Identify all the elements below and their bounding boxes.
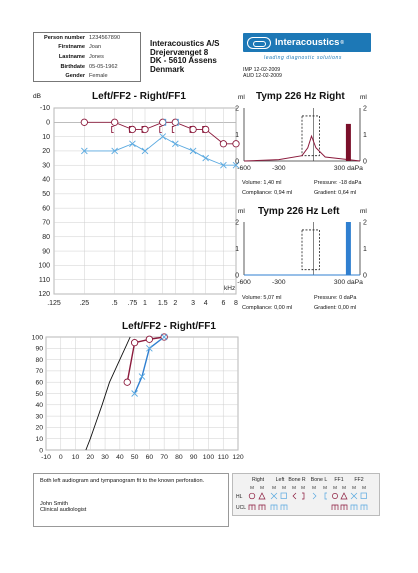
brand-logo: [243, 33, 371, 52]
symbol-legend: [232, 473, 380, 516]
logo-mark-icon: [247, 37, 271, 49]
legend-ucl-icon: [271, 505, 277, 510]
tymp-left-unit-right: ml: [360, 208, 367, 215]
audiogram-x-tick: .5: [111, 300, 118, 307]
registered-mark: ®: [340, 39, 345, 46]
tymp-right-x-tick: -300: [271, 165, 286, 172]
patient-row: [34, 62, 140, 72]
audiogram-x-tick: 6: [221, 300, 226, 307]
tymp-left-unit-left: ml: [238, 208, 245, 215]
legend-sub-header: M: [333, 485, 337, 490]
logo-text: Interacoustics: [275, 37, 340, 48]
legend-ff1-circle-icon: [332, 493, 337, 498]
audiogram-y-tick: 30: [42, 162, 50, 170]
patient-info-box: [33, 32, 141, 82]
patient-field-label: Person number: [43, 34, 85, 41]
legend-ff2-square-icon: [361, 493, 367, 499]
audiogram-right-marker: [142, 126, 148, 132]
audiogram-y-tick: 90: [42, 248, 50, 256]
legend-sub-header: M: [312, 485, 316, 490]
audiogram-x-tick: 1.5: [157, 300, 168, 307]
legend-sub-header: M: [260, 485, 264, 490]
tymp-right-x-tick: -600: [237, 165, 251, 172]
speech-x-tick: 40: [116, 454, 124, 461]
audiogram-y-unit: dB: [33, 93, 41, 100]
speech-right-marker: [131, 339, 137, 345]
audiogram-right-marker: [202, 126, 208, 132]
patient-field-value: 1234567890: [89, 34, 121, 41]
legend-row-hl: HL: [236, 494, 243, 500]
tymp-right-pressure: Pressure: -18 daPa: [314, 180, 362, 186]
audiogram-right-marker: [190, 126, 196, 132]
audiogram-right-marker: [111, 119, 117, 125]
speech-y-tick: 40: [35, 402, 43, 410]
patient-field-value: 05-05-1962: [89, 63, 118, 70]
audiogram-right-marker: [172, 119, 178, 125]
imp-date: IMP 12-02-2009: [243, 67, 281, 73]
legend-bone-masked-icon: [302, 493, 304, 499]
speech-y-tick: 50: [35, 390, 43, 398]
tymp-left-volume-bar: [346, 222, 351, 275]
aud-date: AUD 12-02-2009: [243, 73, 282, 80]
tymp-left-y-tick-right: 1: [363, 246, 367, 253]
speech-y-tick: 100: [31, 334, 43, 342]
tymp-right-chart: [232, 104, 372, 176]
legend-sub-header: M: [362, 485, 366, 490]
tymp-right-gradient: Gradient: 0,64 ml: [314, 190, 357, 196]
audiogram-x-label: kHz: [224, 285, 236, 292]
tymp-right-title: Tymp 226 Hz Right: [256, 91, 345, 102]
audiogram-x-tick: .125: [47, 300, 61, 307]
speech-y-tick: 0: [39, 447, 43, 455]
tymp-right-unit-left: ml: [238, 94, 245, 101]
speech-x-tick: 50: [130, 454, 139, 461]
legend-bone-masked-left-icon: [325, 493, 327, 499]
clinic-city: DK - 5610 Assens: [150, 56, 217, 66]
audiogram-y-tick: 120: [38, 291, 50, 299]
speech-y-tick: 90: [35, 345, 43, 353]
speech-y-tick: 30: [35, 413, 43, 421]
legend-ucl-icon: [281, 505, 287, 510]
patient-row: [34, 52, 140, 62]
audiogram-x-tick: .75: [127, 300, 138, 307]
legend-ucl-icon: [361, 505, 367, 510]
legend-header: FF1: [334, 477, 344, 483]
legend-header: Bone R: [288, 477, 306, 483]
legend-sub-header: M: [352, 485, 356, 490]
audiogram-right-marker: [129, 126, 135, 132]
comment-text: Both left audiogram and tympanogram fit to the known perforation.: [40, 478, 205, 484]
audiogram-x-tick: 1: [143, 300, 147, 307]
patient-field-label: Gender: [65, 73, 85, 80]
audiogram-y-tick: 10: [42, 133, 50, 141]
tymp-right-y-tick-right: 0: [363, 158, 367, 166]
patient-field-value: Jones: [89, 53, 104, 60]
audiogram-y-tick: 40: [42, 176, 50, 184]
legend-ucl-icon: [259, 505, 265, 510]
legend-bone-left-icon: [293, 493, 296, 499]
patient-row: [34, 71, 140, 81]
tymp-right-y-tick-right: 1: [363, 132, 367, 139]
comment-author: John Smith: [40, 501, 68, 507]
tymp-right-compliance: Compliance: 0,94 ml: [242, 190, 293, 196]
speech-x-tick: 90: [189, 454, 198, 461]
tymp-right-x-tick: 300 daPa: [333, 165, 363, 172]
speech-x-tick: 10: [71, 454, 80, 461]
comment-role: Clinical audiologist: [40, 507, 87, 513]
audiogram-y-tick: 0: [46, 119, 50, 127]
tymp-left-x-tick: 300 daPa: [333, 279, 363, 286]
audiogram-chart: [30, 100, 240, 318]
audiogram-y-tick: -10: [39, 105, 50, 113]
patient-row: [34, 43, 140, 53]
brand-tagline: leading diagnostic solutions: [264, 55, 342, 61]
tymp-right-y-tick: 0: [235, 158, 239, 166]
speech-y-tick: 80: [35, 356, 43, 364]
audiogram-x-tick: .25: [79, 300, 90, 307]
legend-header: Left: [275, 477, 285, 483]
audiogram-right-marker: [160, 119, 166, 125]
tymp-left-y-tick-right: 0: [363, 272, 367, 280]
legend-circle-icon: [249, 493, 255, 499]
clinic-name: Interacoustics A/S: [150, 39, 220, 48]
tymp-left-chart: [232, 218, 372, 292]
patient-row: [34, 33, 140, 43]
legend-header: Right: [251, 477, 265, 483]
tymp-right-volume-bar: [346, 124, 351, 161]
legend-sub-header: M: [342, 485, 346, 490]
tymp-left-x-tick: -600: [237, 279, 251, 286]
speech-chart: [28, 332, 246, 462]
legend-ucl-icon: [332, 505, 338, 510]
clinic-country: Denmark: [150, 64, 185, 74]
audiogram-y-tick: 50: [42, 191, 50, 199]
speech-y-tick: 20: [35, 424, 43, 432]
tymp-right-y-tick-right: 2: [363, 105, 367, 113]
legend-triangle-icon: [259, 493, 265, 499]
speech-right-marker: [124, 379, 130, 385]
legend-sub-header: M: [282, 485, 286, 490]
legend-header: Bone L: [310, 477, 328, 483]
tymp-right-unit-right: ml: [360, 94, 367, 101]
tymp-left-gradient: Gradient: 0,00 ml: [314, 305, 357, 311]
legend-ucl-icon: [351, 505, 357, 510]
tymp-left-y-tick: 0: [235, 272, 239, 280]
audiogram-right-marker: [220, 141, 226, 147]
speech-y-tick: 60: [35, 379, 43, 387]
legend-sub-header: M: [301, 485, 305, 490]
speech-x-tick: -10: [41, 454, 51, 461]
speech-x-tick: 120: [232, 454, 244, 461]
audiogram-y-tick: 60: [42, 205, 50, 213]
speech-x-tick: 70: [160, 454, 168, 461]
speech-y-tick: 10: [35, 436, 43, 443]
speech-x-tick: 110: [217, 454, 229, 461]
report-dates: [243, 67, 282, 80]
audiogram-x-tick: 2: [173, 300, 178, 307]
patient-field-label: Firstname: [58, 44, 85, 51]
legend-sub-header: M: [250, 485, 254, 490]
speech-right-marker: [146, 336, 152, 342]
comment-box: [33, 473, 229, 527]
speech-x-tick: 0: [58, 454, 63, 461]
tymp-right-y-tick: 1: [235, 132, 239, 139]
tymp-left-pressure: Pressure: 0 daPa: [314, 295, 357, 301]
patient-field-label: Birthdate: [60, 63, 85, 70]
tymp-left-title: Tymp 226 Hz Left: [258, 206, 340, 217]
audiogram-x-tick: 4: [203, 300, 208, 307]
tymp-left-volume: Volume: 5,07 ml: [242, 295, 282, 301]
audiogram-right-marker: [81, 119, 87, 125]
tymp-right-volume: Volume: 1,40 ml: [242, 180, 282, 186]
audiogram-x-tick: 3: [191, 300, 196, 307]
audiogram-y-tick: 70: [42, 219, 50, 227]
clinic-address: [150, 40, 220, 74]
speech-x-tick: 30: [101, 454, 109, 461]
speech-x-tick: 20: [86, 454, 95, 461]
legend-bone-right-icon: [313, 493, 316, 499]
audiogram-title: Left/FF2 - Right/FF1: [92, 91, 186, 102]
speech-title: Left/FF2 - Right/FF1: [122, 321, 216, 332]
tymp-left-normal-region: [302, 230, 319, 270]
legend-sub-header: M: [272, 485, 276, 490]
speech-x-tick: 60: [145, 454, 154, 461]
clinic-street: Drejervænget 8: [150, 47, 209, 57]
tymp-right-y-tick: 2: [235, 105, 239, 113]
tymp-left-y-tick: 2: [235, 219, 239, 227]
patient-field-value: Female: [89, 73, 108, 80]
speech-x-tick: 80: [175, 454, 183, 461]
legend-symbols: [233, 474, 381, 517]
patient-field-value: Joan: [89, 44, 102, 51]
audiogram-y-tick: 20: [42, 148, 50, 156]
legend-ucl-icon: [341, 505, 347, 510]
legend-header: FF2: [354, 477, 364, 483]
audiogram-y-tick: 80: [42, 233, 50, 241]
legend-ff1-triangle-icon: [341, 493, 347, 499]
tymp-left-compliance: Compliance: 0,00 ml: [242, 305, 293, 311]
legend-sub-header: M: [292, 485, 296, 490]
tymp-left-y-tick: 1: [235, 246, 239, 253]
audiogram-x-tick: 8: [234, 300, 238, 307]
audiogram-y-tick: 110: [38, 276, 50, 284]
audiogram-y-tick: 100: [38, 262, 50, 270]
legend-square-icon: [281, 493, 287, 499]
patient-field-label: Lastname: [58, 53, 85, 60]
tymp-right-normal-region: [302, 116, 319, 156]
legend-row-ucl: UCL: [236, 505, 247, 511]
tymp-left-y-tick-right: 2: [363, 219, 367, 227]
speech-x-tick: 100: [202, 454, 215, 461]
legend-ucl-icon: [249, 505, 255, 510]
legend-sub-header: M: [323, 485, 327, 490]
tymp-left-x-tick: -300: [271, 279, 286, 286]
speech-y-tick: 70: [35, 368, 43, 376]
